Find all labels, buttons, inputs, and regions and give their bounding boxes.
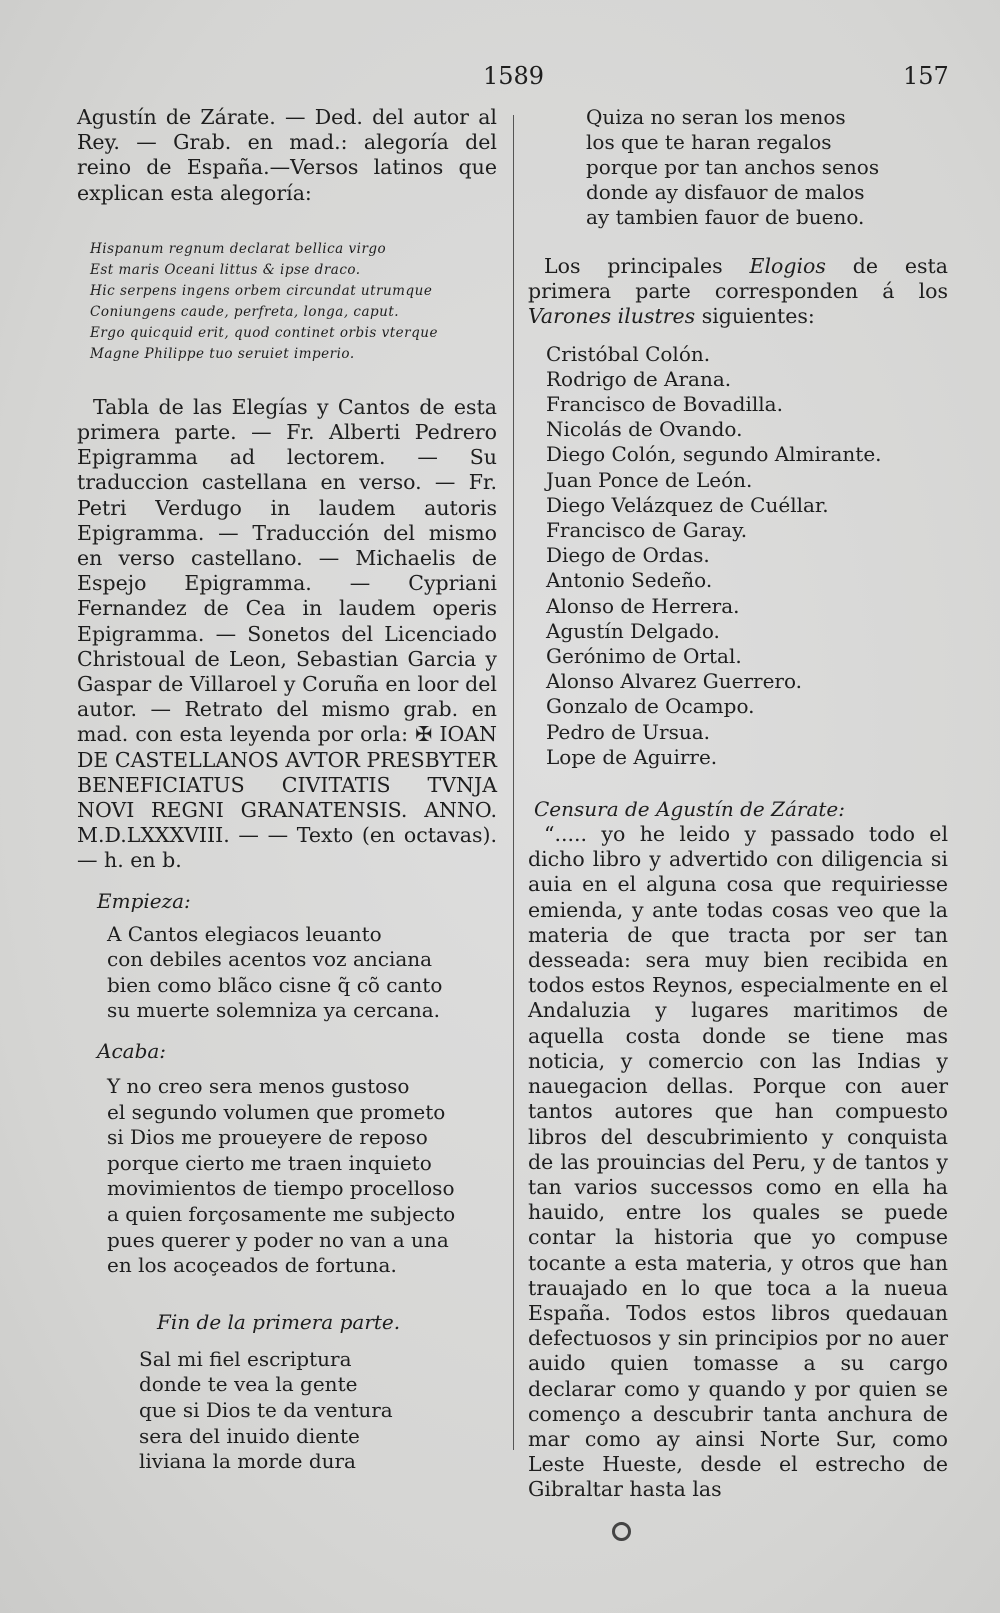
- latin-line: Est maris Oceani littus & ipse draco.: [90, 261, 361, 278]
- list-item: Lope de Aguirre.: [546, 744, 718, 769]
- elogios-paragraph: [528, 254, 948, 330]
- verse-line: liviana la morde dura: [139, 1449, 356, 1474]
- list-item: Francisco de Bovadilla.: [546, 392, 783, 417]
- verse-line: los que te haran regalos: [586, 130, 832, 154]
- verse-line: ay tambien fauor de bueno.: [586, 205, 865, 229]
- fin-verse: [77, 1347, 497, 1475]
- verse-line: donde te vea la gente: [139, 1372, 358, 1397]
- left-column: [77, 105, 497, 1475]
- varones-emphasis: Varones ilustres: [528, 304, 696, 329]
- year-heading: 1589: [483, 62, 545, 90]
- verse-line: pues querer y poder no van a una: [107, 1227, 449, 1252]
- list-item: Nicolás de Ovando.: [546, 417, 743, 442]
- list-item: Juan Ponce de León.: [546, 467, 753, 492]
- right-verse: [528, 105, 948, 230]
- list-item: Cristóbal Colón.: [546, 341, 711, 366]
- fin-label: Fin de la primera parte.: [157, 1309, 401, 1334]
- list-item: Gerónimo de Ortal.: [546, 644, 742, 669]
- latin-line: Magne Philippe tuo seruiet imperio.: [90, 345, 355, 362]
- list-item: Diego de Ordas.: [546, 543, 710, 568]
- verse-line: su muerte solemniza ya cercana.: [107, 998, 441, 1023]
- acaba-label: Acaba:: [97, 1039, 167, 1064]
- list-item: Diego Velázquez de Cuéllar.: [546, 492, 829, 517]
- latin-line: Ergo quicquid erit, quod continet orbis vterque: [90, 324, 438, 341]
- verse-line: donde ay disfauor de malos: [586, 180, 865, 204]
- list-item: Francisco de Garay.: [546, 518, 748, 543]
- verse-line: movimientos de tiempo procelloso: [107, 1176, 455, 1201]
- tabla-paragraph: Tabla de las Elegías y Cantos de esta primera parte. — Fr. Alberti Pedrero Epigramma ad lectorem. — Su traduccion castellana en verso. — Fr. Petri Verdugo in laudem autoris Epigramma. — Traducción del mismo en verso castellano. — Michaelis de Espejo Epigramma. — Cypriani Fernandez de Cea in laudem operis Epigramma. — Sonetos del Licenciado Christoual de Leon, Sebastian Garcia y Gaspar de Villaroel y Coruña en loor del autor. — Retrato del mismo grab. en mad. con esta leyenda por orla: ✠ IOAN DE CASTELLANOS AVTOR PRESBYTER BENEFICIATUS CIVITATIS TVNJA NOVI REGNI GRANATENSIS. ANNO. M.D.LXXXVIII. — — Texto (en octavas). — h. en b.: [77, 394, 497, 873]
- elogios-text-1: Los principales: [544, 254, 750, 278]
- verse-line: que si Dios te da ventura: [139, 1397, 393, 1422]
- latin-line: Coniungens caude, perfreta, longa, caput.: [90, 303, 400, 320]
- latin-line: Hic serpens ingens orbem circundat utrumque: [90, 282, 433, 299]
- verse-line: bien como blãco cisne q̃ cõ canto: [107, 972, 443, 997]
- elogios-text-3: siguientes:: [695, 304, 815, 329]
- verse-line: A Cantos elegiacos leuanto: [107, 921, 382, 946]
- empieza-verse: [77, 922, 497, 1024]
- names-list: [528, 342, 948, 770]
- list-item: Diego Colón, segundo Almirante.: [546, 442, 882, 467]
- verse-line: Sal mi fiel escriptura: [139, 1346, 352, 1371]
- latin-verses: [77, 239, 497, 365]
- list-item: Alonso de Herrera.: [546, 593, 740, 618]
- censura-paragraph: “..... yo he leido y passado todo el dicho libro y advertido con diligencia si auia en el alguna cosa que requiriesse emienda, y ante todas cosas veo que la materia de que tracta por ser tan desseada: sera muy bien recibida en todos estos Reynos, especialmente en el Andaluzia y lugares maritimos de aquella costa donde se tiene mas noticia, y comercio con las Indias y nauegacion dellas. Porque con auer tantos autores que han compuesto libros del descubrimiento y conquista de las prouincias del Peru, y de tantos y tan varios successos como en ella ha hauido, entre los quales se puede contar la historia que yo compuse tocante a esta materia, y otros que han trauajado en lo que toca a la nueua España. Todos estos libros quedauan defectuosos y sin principios por no auer auido quien tomasse a su cargo declarar como y quando y por quien se començo a descubrir tanta anchura de mar como ay ainsi Norte Sur, como Leste Hueste, desde el estrecho de Gibraltar hasta las: [528, 822, 948, 1502]
- verse-line: a quien forçosamente me subjecto: [107, 1202, 456, 1227]
- list-item: Gonzalo de Ocampo.: [546, 694, 755, 719]
- verse-line: si Dios me proueyere de reposo: [107, 1125, 428, 1150]
- verse-line: sera del inuido diente: [139, 1423, 360, 1448]
- verse-line: porque cierto me traen inquieto: [107, 1150, 432, 1175]
- right-column: [528, 105, 948, 1503]
- verse-line: porque por tan anchos senos: [586, 155, 880, 179]
- list-item: Alonso Alvarez Guerrero.: [546, 669, 803, 694]
- column-divider: [513, 115, 514, 1450]
- page-number: 157: [903, 62, 949, 90]
- censura-label: Censura de Agustín de Zárate:: [534, 797, 845, 822]
- verse-line: con debiles acentos voz anciana: [107, 947, 433, 972]
- list-item: Antonio Sedeño.: [546, 568, 713, 593]
- latin-line: Hispanum regnum declarat bellica virgo: [90, 240, 387, 257]
- verse-line: en los acoçeados de fortuna.: [107, 1253, 397, 1278]
- empieza-label: Empieza:: [97, 888, 191, 913]
- acaba-verse: [77, 1074, 497, 1279]
- verse-line: Quiza no seran los menos: [586, 105, 846, 129]
- verse-line: el segundo volumen que prometo: [107, 1099, 446, 1124]
- ink-spot: [612, 1522, 631, 1541]
- list-item: Rodrigo de Arana.: [546, 366, 732, 391]
- list-item: Pedro de Ursua.: [546, 719, 710, 744]
- elogios-text-2: de esta primera parte corresponden á los: [528, 254, 948, 304]
- verse-line: Y no creo sera menos gustoso: [107, 1074, 410, 1099]
- elogios-emphasis: Elogios: [749, 254, 826, 278]
- list-item: Agustín Delgado.: [546, 618, 720, 643]
- intro-paragraph: Agustín de Zárate. — Ded. del autor al Rey. — Grab. en mad.: alegoría del reino de España.—Versos latinos que explican esta alegoría:: [77, 105, 497, 205]
